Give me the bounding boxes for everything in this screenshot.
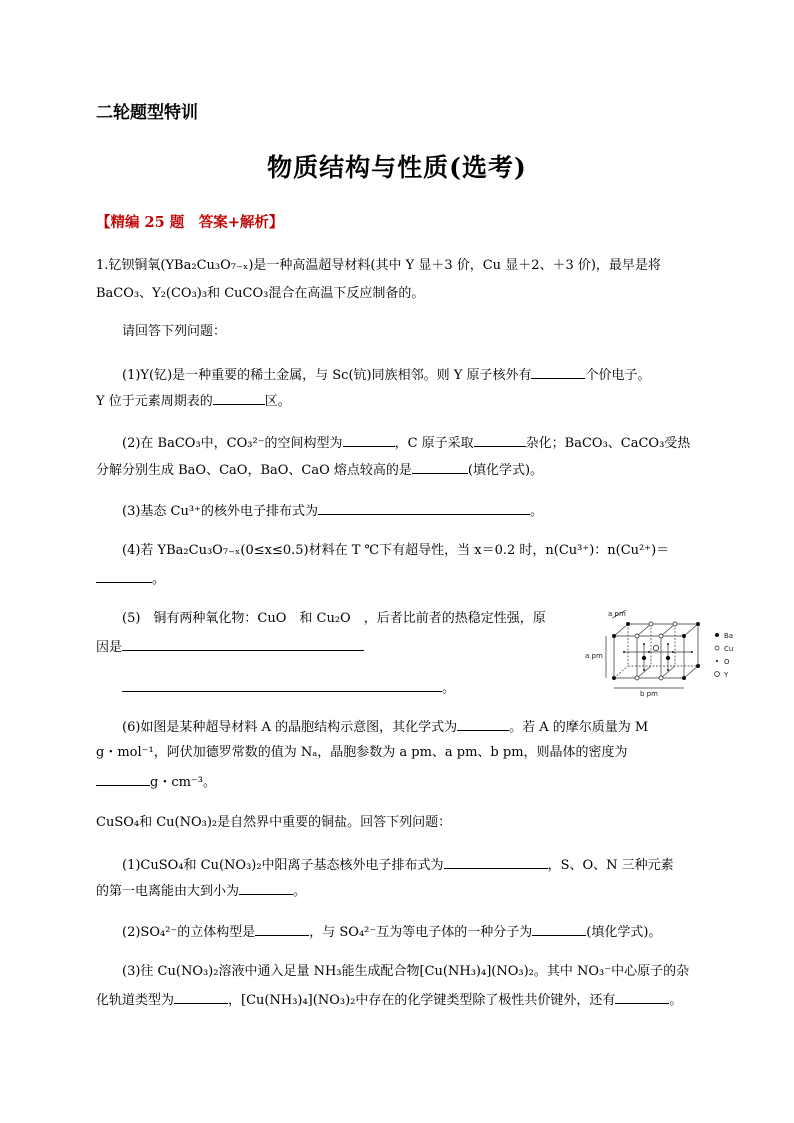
q1-part5-line-3 <box>122 677 455 699</box>
legend-cu: Cu <box>724 645 734 653</box>
q1-part4-line-1: (4)若 YBa₂Cu₃O₇₋ₓ(0≤x≤0.5)材料在 T ℃下有超导性，当 x＝0.2 时，n(Cu³⁺)：n(Cu²⁺)＝ <box>122 543 670 558</box>
q1-part6-text-a: (6)如图是某种超导材料 A 的晶胞结构示意图，其化学式为 <box>122 720 458 735</box>
q1-part5-text-b: 。 <box>442 681 456 696</box>
q1-part2-line-1 <box>122 432 690 454</box>
q2-part1-text-b: ，S、O、N 三种元素 <box>547 858 674 873</box>
q2-part1-line-2 <box>96 880 306 902</box>
answer-blank[interactable] <box>255 921 309 936</box>
legend-y: Y <box>724 671 729 679</box>
q1-stem-line-2: BaCO₃、Y₂(CO₃)₃和 CuCO₃混合在高温下反应制备的。 <box>96 286 425 301</box>
q1-prompt: 请回答下列问题： <box>122 324 227 339</box>
q1-part4-line-2 <box>96 568 165 590</box>
answer-blank[interactable] <box>444 854 548 869</box>
answer-blank[interactable] <box>96 568 152 583</box>
legend-swatch-cu <box>715 646 719 650</box>
answer-blank[interactable] <box>343 432 395 447</box>
q1-part3-text-a: (3)基态 Cu³⁺的核外电子排布式为 <box>122 504 318 519</box>
q1-part2-line-2 <box>96 459 543 481</box>
q1-part6-text-c: g・cm⁻³。 <box>150 775 217 790</box>
page-title: 物质结构与性质(选考) <box>267 153 527 182</box>
q1-part5-line-1: (5) 铜有两种氧化物：CuO 和 Cu₂O ，后者比前者的热稳定性强，原 <box>122 611 546 626</box>
q1-part6-text-b: 。若 A 的摩尔质量为 M <box>509 720 649 735</box>
q2-part3-text-a: 化轨道类型为 <box>96 993 175 1008</box>
answer-blank[interactable] <box>318 500 530 515</box>
answer-blank[interactable] <box>457 716 509 731</box>
q2-part3-text-b: ，[Cu(NH₃)₄](NO₃)₂中存在的化学键类型除了极性共价键外，还有 <box>228 993 616 1008</box>
answer-blank[interactable] <box>531 364 585 379</box>
answer-blank[interactable] <box>213 390 265 405</box>
answer-blank[interactable] <box>474 432 526 447</box>
q1-part1-text-d: 区。 <box>264 394 291 409</box>
edition-tag: 【精编 25 题 答案+解析】 <box>96 214 284 231</box>
q2-part1-text-d: 。 <box>293 884 307 899</box>
q2-part2-text-c: (填化学式)。 <box>586 925 662 940</box>
answer-blank[interactable] <box>615 989 669 1004</box>
series-label: 二轮题型特训 <box>96 103 198 123</box>
legend-o: O <box>724 658 730 666</box>
q1-stem-line-1: 1.钇钡铜氧(YBa₂Cu₃O₇₋ₓ)是一种高温超导材料(其中 Y 显＋3 价，Cu 显＋2、＋3 价)，最早是将 <box>96 258 661 273</box>
q2-part1-text-c: 的第一电离能由大到小为 <box>96 884 240 899</box>
q1-part3-line <box>122 500 543 522</box>
q2-part3-text-c: 。 <box>669 993 683 1008</box>
label-b: b pm <box>640 690 658 698</box>
label-a-top: a pm <box>608 610 626 618</box>
q1-part1-line-2 <box>96 390 291 412</box>
q1-part2-text-c: 杂化；BaCO₃、CaCO₃受热 <box>525 436 691 451</box>
answer-blank[interactable] <box>532 921 586 936</box>
q2-part1-line-1 <box>122 854 674 876</box>
legend-swatch-o <box>716 660 718 662</box>
q1-part1-line-1 <box>122 364 650 386</box>
q1-part1-text-a: (1)Y(钇)是一种重要的稀土金属，与 Sc(钪)同族相邻。则 Y 原子核外有 <box>122 368 532 383</box>
q1-part2-text-e: (填化学式)。 <box>467 463 544 478</box>
q1-part2-text-b: ，C 原子采取 <box>394 436 474 451</box>
q1-part5-text-a: 因是 <box>96 640 123 655</box>
unit-cell-figure <box>584 608 744 698</box>
q1-part2-text-a: (2)在 BaCO₃中，CO₃²⁻的空间构型为 <box>122 436 343 451</box>
label-a-left: a pm <box>585 652 603 660</box>
q1-part1-text-b: 个价电子。 <box>585 368 651 383</box>
q1-part3-text-b: 。 <box>529 504 543 519</box>
q1-part5-line-2 <box>96 636 364 658</box>
answer-blank[interactable] <box>239 880 293 895</box>
q1-part4-text-b: 。 <box>152 572 166 587</box>
answer-blank[interactable] <box>122 677 442 692</box>
legend-ba: Ba <box>724 632 734 640</box>
answer-blank[interactable] <box>122 636 364 651</box>
answer-blank[interactable] <box>174 989 228 1004</box>
q2-part2-line <box>122 921 661 943</box>
legend-swatch-y <box>715 672 720 677</box>
q2-part2-text-b: ，与 SO₄²⁻互为等电子体的一种分子为 <box>309 925 533 940</box>
answer-blank[interactable] <box>412 459 468 474</box>
q1-part6-line-1 <box>122 716 648 738</box>
q1-part2-text-d: 分解分别生成 BaO、CaO，BaO、CaO 熔点较高的是 <box>96 463 412 478</box>
q2-part3-line-2 <box>96 989 682 1011</box>
q1-part6-line-3 <box>96 771 216 793</box>
q1-part1-text-c: Y 位于元素周期表的 <box>96 394 213 409</box>
answer-blank[interactable] <box>96 771 150 786</box>
legend-swatch-ba <box>715 633 719 637</box>
q1-part6-line-2: g・mol⁻¹，阿伏加德罗常数的值为 Nₐ，晶胞参数为 a pm、a pm、b pm，则晶体的密度为 <box>96 745 628 760</box>
q2-part2-text-a: (2)SO₄²⁻的立体构型是 <box>122 925 256 940</box>
q2-part1-text-a: (1)CuSO₄和 Cu(NO₃)₂中阳离子基态核外电子排布式为 <box>122 858 444 873</box>
q2-part3-line-1: (3)往 Cu(NO₃)₂溶液中通入足量 NH₃能生成配合物[Cu(NH₃)₄](NO₃)₂。其中 NO₃⁻中心原子的杂 <box>122 964 690 979</box>
q2-stem: CuSO₄和 Cu(NO₃)₂是自然界中重要的铜盐。回答下列问题： <box>96 815 452 830</box>
